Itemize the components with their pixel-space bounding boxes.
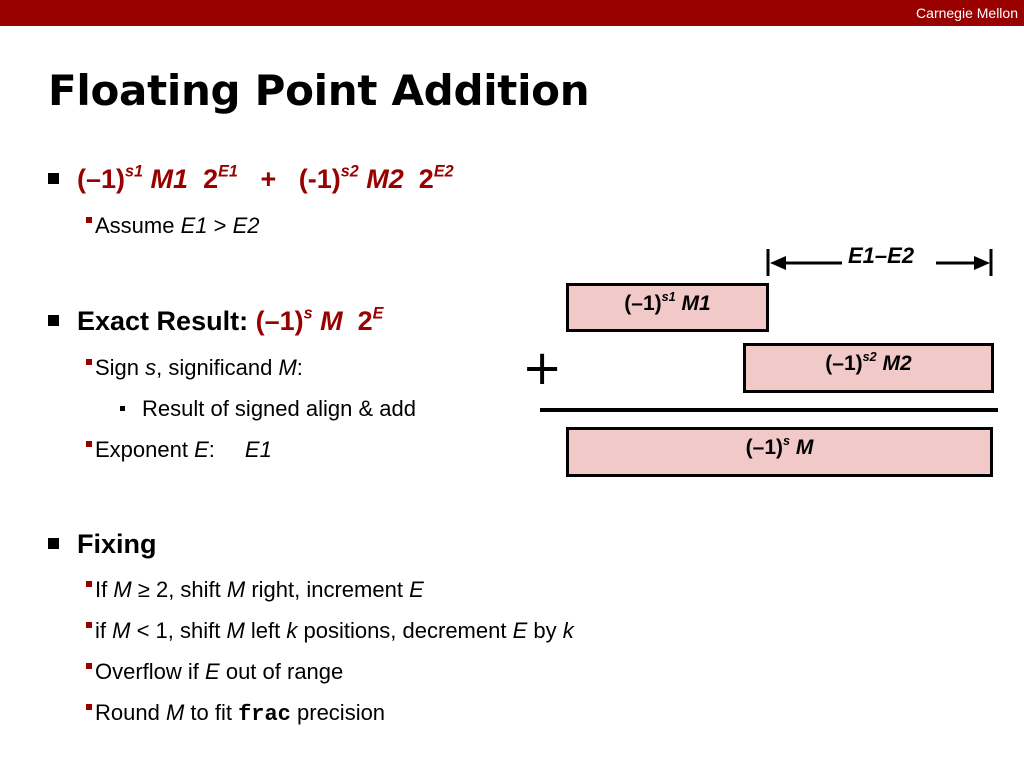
fixing-item: if M < 1, shift M left k positions, decrement E by k [86,618,574,644]
result-box: $(-1)^s$ M [566,427,993,477]
fixing-item: Round M to fit frac precision [86,700,385,727]
fixing-item: Overflow if E out of range [86,659,343,685]
operand1-box: $(-1)^{s1}$ M1 [566,283,769,332]
bullet-fixing: Fixing [48,529,157,560]
sub-bullet-sign: Sign s, significand M: [86,355,303,381]
sub-bullet-exponent: Exponent E: E1 [86,437,272,463]
operand2-box: $(-1)^{s2}$ M2 [743,343,994,393]
bullet-exact-result: Exact Result: $(-1)^s$ M $2^E$ [48,306,383,337]
code-frac: frac [238,702,291,727]
bullet-formula: $(-1)^{s1}$ M1 $2^{E1}$ + $(-1)^{s2}$ M2 $2^{E2}$ [48,164,454,195]
diff-label: E1–E2 [848,243,915,268]
brand-label: Carnegie Mellon [916,5,1018,21]
sub-bullet-assume: Assume E1 > E2 [86,213,260,239]
plus-sign: + [522,340,563,396]
slide-title: Floating Point Addition [48,66,590,115]
fixing-item: If M ≥ 2, shift M right, increment E [86,577,424,603]
sum-line [540,408,998,412]
sub-sub-bullet-align: Result of signed align & add [120,396,416,422]
arrow-left-icon [770,256,786,270]
arrow-right-icon [974,256,990,270]
